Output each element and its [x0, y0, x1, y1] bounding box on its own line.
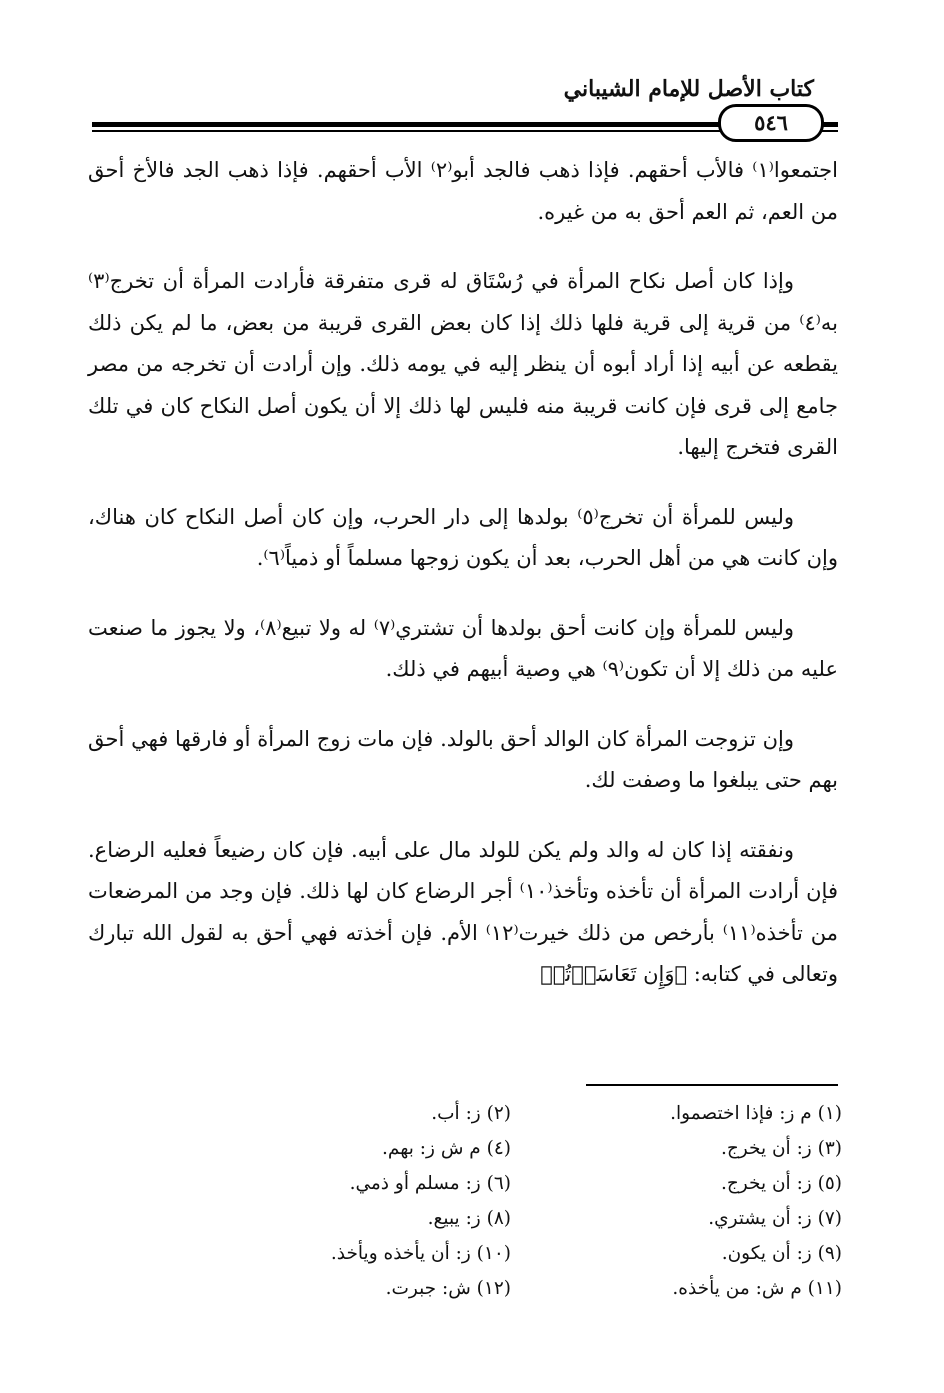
- footnote-separator: [586, 1084, 838, 1086]
- footnote: (٨) ز: يبيع.: [427, 1208, 511, 1229]
- paragraph: وإذا كان أصل نكاح المرأة في رُسْتَاق له قرى متفرقة فأرادت المرأة أن تخرج⁽٣⁾ به⁽٤⁾ من قرية إلى قرية فلها ذلك إذا كان بعض القرى قريبة من بعض، ما لم يكن ذلك يقطعه عن أبيه إذا أراد أبوه أن ينظر إليه في يومه ذلك. وإن أرادت أن تخرجه من مصر جامع إلى قرى فإن كانت قريبة منه فليس لها ذلك إلا أن يكون أصل النكاح كان في تلك القرى فتخرج إليها.: [88, 269, 838, 459]
- footnote: (٢) ز: أب.: [431, 1103, 511, 1124]
- paragraph: وليس للمرأة أن تخرج⁽٥⁾ بولدها إلى دار الحرب، وإن كان أصل النكاح كان هناك، وإن كانت هي من أهل الحرب، بعد أن يكون زوجها مسلماً أو ذمياً⁽٦⁾.: [88, 504, 838, 570]
- footnotes: [190, 1100, 842, 1302]
- footnote: (٩) ز: أن يكون.: [721, 1243, 842, 1264]
- footnote: (١) م ز: فإذا اختصموا.: [670, 1103, 842, 1124]
- main-text: [88, 150, 838, 1024]
- paragraph: ونفقته إذا كان له والد ولم يكن للولد مال على أبيه. فإن كان رضيعاً فعليه الرضاع. فإن أرادت المرأة أن تأخذه وتأخذ⁽١٠⁾ أجر الرضاع كان لها ذلك. فإن وجد من المرضعات من تأخذه⁽١١⁾ بأرخص من ذلك خيرت⁽١٢⁾ الأم. فإن أخذته فهي أحق به لقول الله تبارك وتعالى في كتابه: ﴿وَإِن تَعَاسَرۡتُمۡ: [88, 837, 839, 986]
- footnote: (١٢) ش: جبرت.: [385, 1278, 511, 1299]
- running-title: كتاب الأصل للإمام الشيباني: [563, 76, 814, 102]
- footnote: (١٠) ز: أن يأخذه ويأخذ.: [330, 1243, 511, 1264]
- footnote: (٦) ز: مسلم أو ذمي.: [349, 1173, 511, 1194]
- footnote: (٤) م ش ز: بهم.: [382, 1138, 511, 1159]
- footnote: (٧) ز: أن يشتري.: [708, 1208, 842, 1229]
- paragraph: وإن تزوجت المرأة كان الوالد أحق بالولد. فإن مات زوج المرأة أو فارقها فهي أحق بهم حتى يبلغوا ما وصفت لك.: [88, 726, 838, 792]
- footnote: (٣) ز: أن يخرج.: [720, 1138, 842, 1159]
- page-number: ٥٤٦: [718, 104, 824, 142]
- paragraph: اجتمعوا⁽١⁾ فالأب أحقهم. فإذا ذهب فالجد أبو⁽٢⁾ الأب أحقهم. فإذا ذهب الجد فالأخ أحق من العم، ثم العم أحق به من غيره.: [88, 158, 838, 224]
- footnote: (١١) م ش: من يأخذه.: [672, 1278, 842, 1299]
- footnote: (٥) ز: أن يخرج.: [720, 1173, 842, 1194]
- paragraph: وليس للمرأة وإن كانت أحق بولدها أن تشتري⁽٧⁾ له ولا تبيع⁽٨⁾، ولا يجوز ما صنعت عليه من ذلك إلا أن تكون⁽٩⁾ هي وصية أبيهم في ذلك.: [88, 615, 838, 681]
